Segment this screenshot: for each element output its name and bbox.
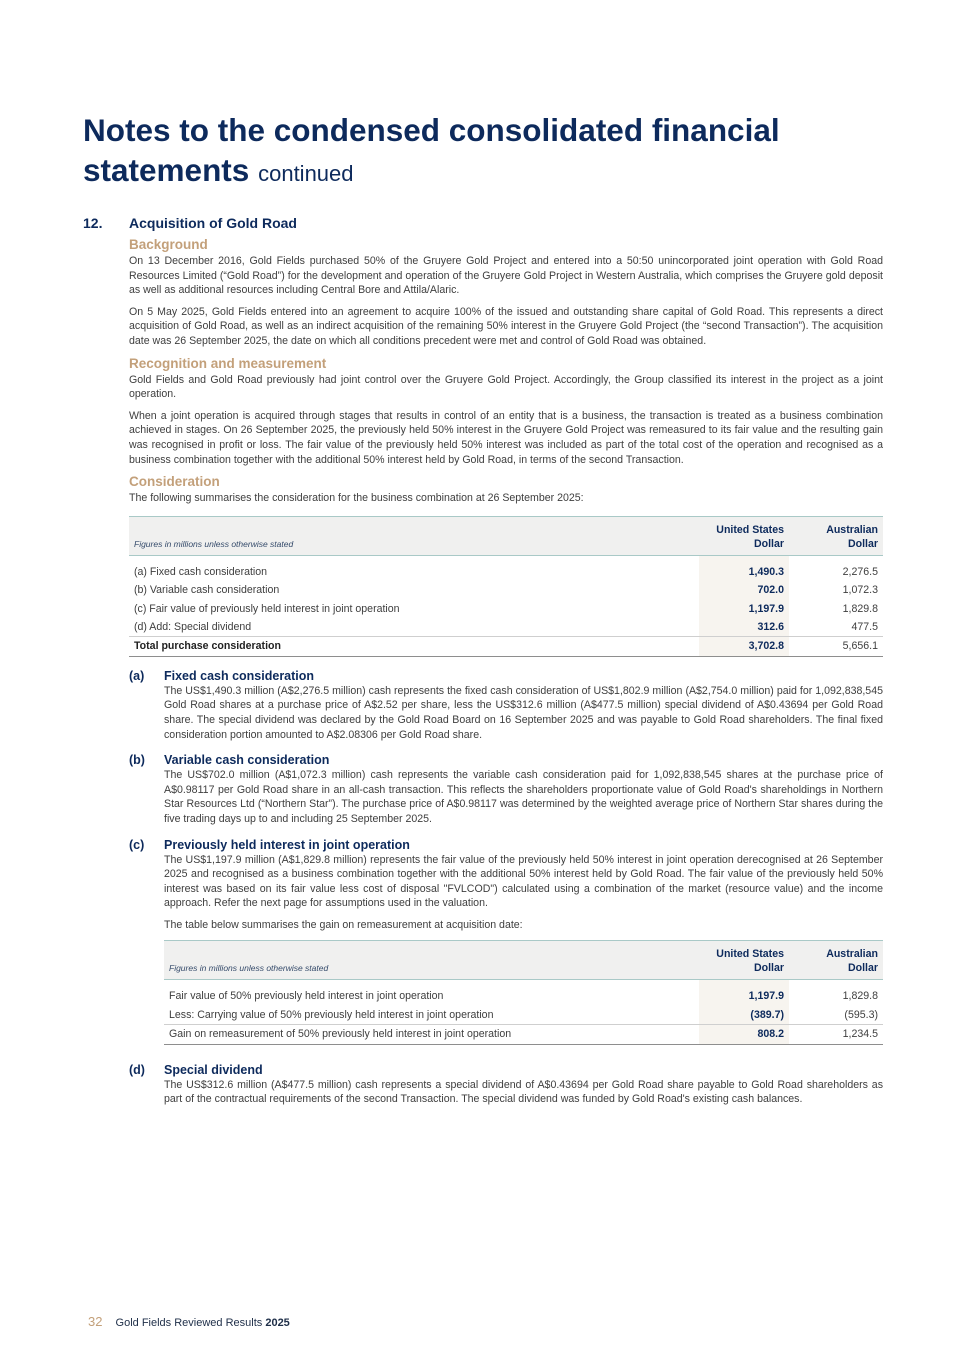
remeasurement-table	[164, 940, 883, 1044]
recognition-heading: Recognition and measurement	[129, 355, 327, 371]
row-aud-value: 477.5	[851, 620, 878, 633]
row-description: Less: Carrying value of 50% previously held interest in joint operation	[169, 1008, 494, 1021]
consideration-intro: The following summarises the consideration for the business combination at 26 September 2025:	[129, 492, 584, 505]
row-aud-value: (595.3)	[844, 1008, 878, 1021]
recognition-paragraph: Gold Fields and Gold Road previously had joint control over the Gruyere Gold Project. Accordingly, the Group classified its interest in the project as a joint operation.	[129, 373, 883, 401]
item-letter: (a)	[129, 668, 145, 683]
item-letter: (c)	[129, 837, 145, 852]
column-header-usd: United States Dollar	[699, 941, 789, 980]
table-total-row	[164, 1025, 883, 1044]
item-letter: (b)	[129, 753, 145, 768]
row-aud-value: 1,829.8	[842, 602, 878, 615]
row-usd-value: 808.2	[699, 1025, 789, 1044]
item-text: The US$1,490.3 million (A$2,276.5 million) cash represents the fixed cash consideration of US$1,802.9 million (A$2,754.0 million) paid for 1,092,838,545 Gold Road shares at a purchase price of A$2.52 per share, less the US$312.6 million (A$477.5 million) special dividend of A$0.43694 per Gold Road share. The special dividend was declared by the Gold Road Board on 16 September 2025 and was payable to Gold Road shareholders. The final fixed consideration portion amounted to A$2.08306 per Gold Road share.	[164, 684, 883, 741]
item-d	[129, 1062, 883, 1114]
section-number: 12.	[83, 215, 103, 231]
section-body	[129, 237, 883, 1114]
table-units-label: Figures in millions unless otherwise stated	[129, 516, 699, 555]
item-b	[129, 753, 883, 833]
background-paragraph: On 5 May 2025, Gold Fields entered into an agreement to acquire 100% of the issued and outstanding share capital of Gold Road. This represents a direct acquisition of Gold Road, as well as an indirect acquisition of the remaining 50% interest in the Gruyere Gold Project (the “second Transaction”). The acquisition date was 26 September 2025, the date on which all conditions precedent were met and control of Gold Road was obtained.	[129, 305, 883, 347]
table-header-row	[129, 516, 883, 555]
row-usd-value: (389.7)	[699, 1006, 789, 1025]
section-title: Acquisition of Gold Road	[129, 215, 297, 231]
row-aud-value: 5,656.1	[789, 637, 883, 656]
row-usd-value: 312.6	[699, 618, 789, 637]
row-description: (c) Fair value of previously held interest in joint operation	[134, 602, 400, 615]
item-title: Fixed cash consideration	[164, 668, 315, 683]
table-row	[129, 555, 883, 581]
table-row	[164, 1006, 883, 1025]
item-text: The US$1,197.9 million (A$1,829.8 million) represents the fair value of the previously held 50% interest in joint operation derecognised at 26 September 2025 and recognised as a business combination together with the additional 50% interest held by Gold Road. The fair value of the previously held 50% interest was based on its fair value less cost of disposal "FVLCOD") calculated using a combination of the market (resource value) and the income approach. Refer the next page for assumptions used in the valuation.	[164, 853, 883, 910]
row-aud-value: 1,072.3	[842, 584, 878, 597]
page-footer	[88, 1314, 290, 1329]
item-title: Variable cash consideration	[164, 753, 330, 768]
item-letter: (d)	[129, 1062, 145, 1077]
background-paragraph: On 13 December 2016, Gold Fields purchased 50% of the Gruyere Gold Project and entered into a 50:50 unincorporated joint operation with Gold Road Resources Limited (“Gold Road”) for the development and operation of the Gruyere Gold Project in Western Australia, which comprises the Gruyere gold deposit as well as additional resources including Central Bore and Attila/Alaric.	[129, 255, 883, 297]
row-description: (b) Variable cash consideration	[134, 584, 280, 597]
row-usd-value: 702.0	[699, 581, 789, 599]
row-aud-value: 2,276.5	[842, 565, 878, 578]
item-text: The US$702.0 million (A$1,072.3 million) cash represents the variable cash consideration paid for 1,092,838,545 shares at the purchase price of A$0.98117 per Gold Road share in an all-cash transaction. This reflects the shareholders proportionate value of Gold Road's shareholdings in Northern Star Resources Ltd (“Northern Star”). The purchase price of A$0.98117 was determined by the weighted average price of Northern Star shares during the five trading days up to and including 25 September 2025.	[164, 769, 883, 825]
row-usd-value: 3,702.8	[699, 637, 789, 656]
row-description: Total purchase consideration	[129, 637, 699, 656]
row-description: (a) Fixed cash consideration	[134, 565, 268, 578]
item-a	[129, 668, 883, 749]
column-header-aud: Australian Dollar	[789, 516, 883, 555]
row-description: Gain on remeasurement of 50% previously held interest in joint operation	[164, 1025, 699, 1044]
item-title: Special dividend	[164, 1062, 263, 1077]
recognition-paragraph: When a joint operation is acquired through stages that results in control of an entity that is a business, the transaction is treated as a business combination achieved in stages. On 26 September 2025, the previously held 50% interest in the Gruyere Gold Project was remeasured to its fair value and the resulting gain was recognised in profit or loss. The fair value of the previously held 50% interest was included as part of the total cost of the operation and recognised as a business combination together with the additional 50% interest held by Gold Road, in terms of the second Transaction.	[129, 409, 883, 466]
table-units-label: Figures in millions unless otherwise stated	[164, 941, 699, 980]
item-text: The US$312.6 million (A$477.5 million) cash represents a special dividend of A$0.43694 per Gold Road share payable to Gold Road shareholders as part of the contractual requirements of the second Transaction. The special dividend was funded by Gold Road's existing cash balances.	[164, 1078, 883, 1106]
consideration-table	[129, 516, 883, 657]
page-title-line2: statements	[83, 152, 250, 188]
row-description: Fair value of 50% previously held interest in joint operation	[169, 990, 444, 1003]
page-number: 32	[88, 1314, 103, 1329]
table-header-row	[164, 941, 883, 980]
table-intro: The table below summarises the gain on remeasurement at acquisition date:	[164, 918, 523, 931]
publication-year: 2025	[265, 1317, 290, 1329]
item-c	[129, 837, 883, 1049]
row-description: (d) Add: Special dividend	[134, 620, 252, 633]
page-title-continued: continued	[258, 161, 354, 186]
row-usd-value: 1,490.3	[699, 555, 789, 581]
column-header-aud: Australian Dollar	[789, 941, 883, 980]
row-usd-value: 1,197.9	[699, 980, 789, 1006]
row-aud-value: 1,234.5	[789, 1025, 883, 1044]
table-total-row	[129, 637, 883, 656]
section-heading	[83, 215, 883, 231]
consideration-heading: Consideration	[129, 474, 220, 490]
note-12-section	[83, 215, 883, 1114]
page-title-line1: Notes to the condensed consolidated financial	[83, 112, 780, 148]
page-title	[83, 110, 903, 194]
table-row	[129, 618, 883, 637]
row-usd-value: 1,197.9	[699, 600, 789, 618]
row-aud-value: 1,829.8	[842, 990, 878, 1003]
item-title: Previously held interest in joint operation	[164, 837, 410, 852]
column-header-usd: United States Dollar	[699, 516, 789, 555]
background-heading: Background	[129, 237, 208, 252]
publication-name: Gold Fields Reviewed Results	[115, 1317, 263, 1329]
table-row	[164, 980, 883, 1006]
table-row	[129, 581, 883, 599]
table-row	[129, 600, 883, 618]
